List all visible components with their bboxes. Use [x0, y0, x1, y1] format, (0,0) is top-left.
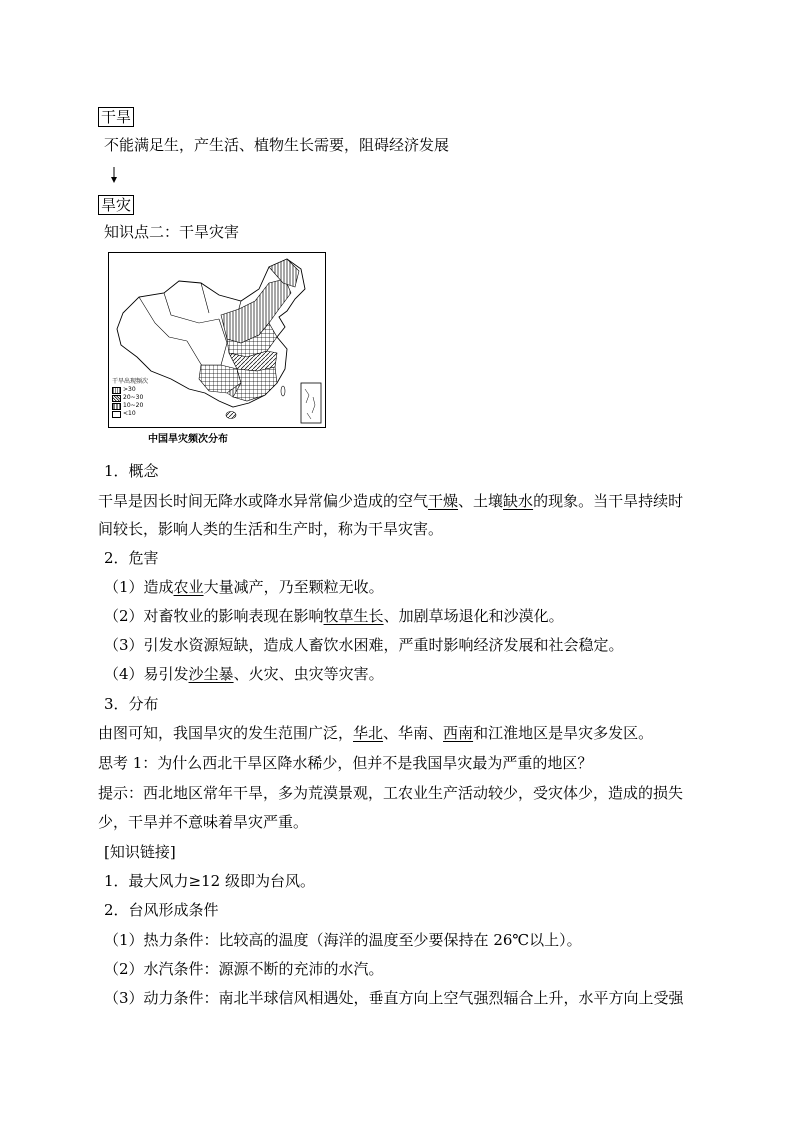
underlined-term: 农业	[173, 578, 204, 596]
heading-distribution: 3．分布	[104, 695, 159, 713]
text: 大量减产，乃至颗粒无收。	[203, 578, 384, 596]
harm-3: （3）引发水资源短缺，造成人畜饮水困难，严重时影响经济发展和社会稳定。	[104, 636, 624, 654]
link-2: 2．台风形成条件	[104, 901, 219, 919]
harm-2	[104, 606, 564, 626]
text: 和江淮地区是旱灾多发区。	[473, 724, 654, 742]
underlined-term: 牧草生长	[323, 607, 384, 625]
link-4: （2）水汽条件：源源不断的充沛的水汽。	[104, 960, 384, 978]
legend-item: <10	[123, 410, 136, 417]
underlined-term: 缺水	[503, 492, 534, 510]
underlined-term: 沙尘暴	[188, 665, 234, 683]
text: 的现象。当干旱持续时	[533, 492, 684, 510]
link-3: （1）热力条件：比较高的温度（海洋的温度至少要保持在 26℃以上）。	[104, 931, 582, 949]
drought-label: 干旱	[98, 107, 134, 127]
text: （2）对畜牧业的影响表现在影响	[104, 607, 324, 625]
link-1: 1．最大风力≥12 级即为台风。	[104, 872, 315, 890]
disaster-box	[98, 195, 134, 215]
underlined-term: 干燥	[428, 492, 459, 510]
text: （1）造成	[104, 578, 174, 596]
disaster-label: 旱灾	[98, 195, 134, 215]
think-question: 思考 1：为什么西北干旱区降水稀少，但并不是我国旱灾最为严重的地区？	[98, 754, 593, 772]
distribution-text	[98, 723, 653, 743]
map-frame	[108, 252, 326, 428]
legend-title: 干旱出现频次	[112, 378, 149, 385]
text: （4）易引发	[104, 665, 189, 683]
map-caption: 中国旱灾频次分布	[148, 434, 228, 445]
text: 、土壤	[458, 492, 504, 510]
heading-harm: 2．危害	[104, 549, 159, 567]
down-arrow-icon	[108, 166, 120, 184]
text: 、华南、	[383, 724, 444, 742]
legend-item: 10~20	[123, 402, 144, 409]
drought-effect: 不能满足生，产生活、植物生长需要，阻碍经济发展	[104, 136, 450, 154]
harm-4	[104, 664, 384, 684]
hint-line-2: 少，干旱并不意味着旱灾严重。	[98, 813, 309, 831]
knowledge-point-title: 知识点二：干旱灾害	[104, 223, 240, 241]
map-legend	[112, 378, 160, 418]
legend-item: >30	[123, 386, 136, 393]
text: 由图可知，我国旱灾的发生范围广泛，	[98, 724, 354, 742]
text: 、加剧草场退化和沙漠化。	[383, 607, 564, 625]
underlined-term: 西南	[443, 724, 474, 742]
china-drought-map	[108, 252, 326, 445]
drought-box	[98, 107, 134, 127]
text: 干旱是因长时间无降水或降水异常偏少造成的空气	[98, 492, 429, 510]
concept-line-1	[98, 491, 683, 511]
link-5: （3）动力条件：南北半球信风相遇处，垂直方向上空气强烈辐合上升，水平方向上受强	[104, 989, 684, 1007]
hint-line-1: 提示：西北地区常年干旱，多为荒漠景观，工农业生产活动较少，受灾体少，造成的损失	[98, 784, 684, 802]
knowledge-link: [知识链接]	[104, 843, 176, 861]
legend-item: 20~30	[123, 394, 144, 401]
heading-concept: 1．概念	[104, 462, 159, 480]
harm-1	[104, 577, 384, 597]
concept-line-2: 间较长，影响人类的生活和生产时，称为干旱灾害。	[98, 520, 444, 538]
text: 、火灾、虫灾等灾害。	[233, 665, 384, 683]
underlined-term: 华北	[353, 724, 384, 742]
